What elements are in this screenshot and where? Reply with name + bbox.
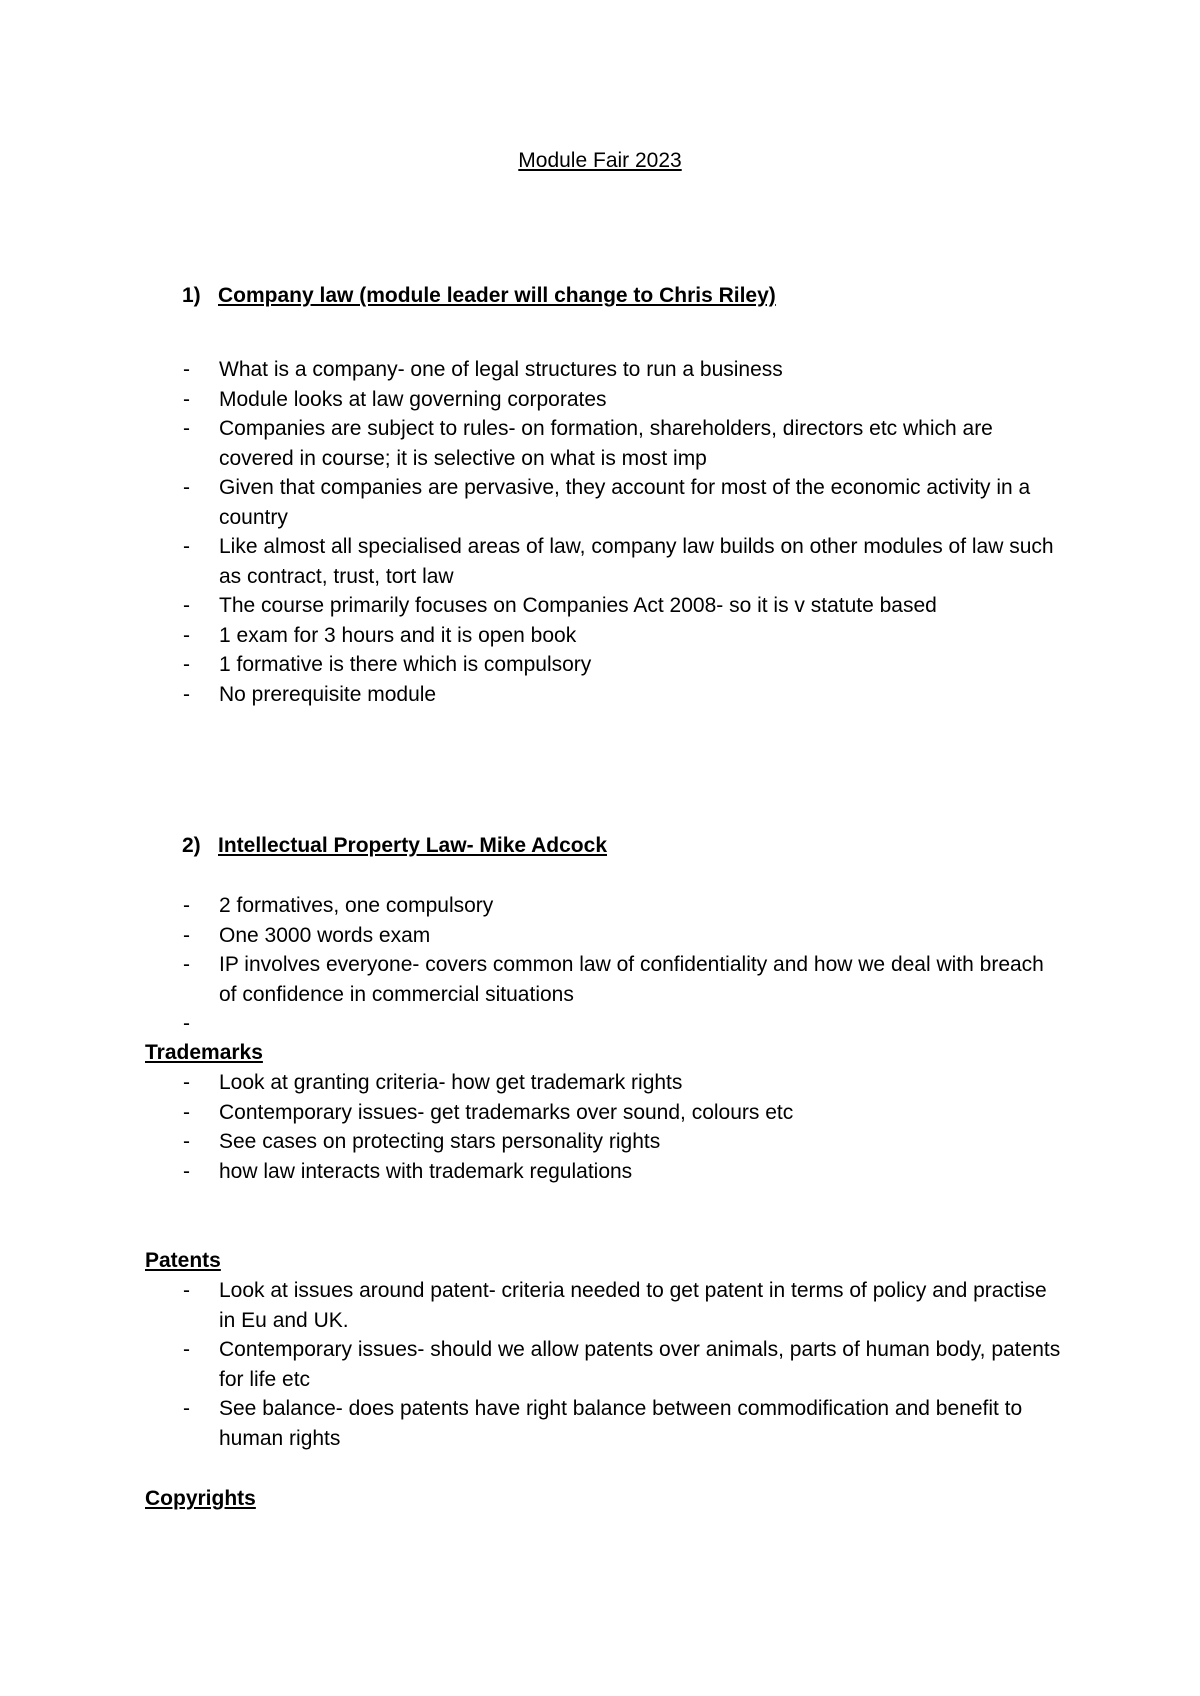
list-item: - Look at granting criteria- how get trademark rights (183, 1071, 683, 1094)
list-item: - Companies are subject to rules- on formation, shareholders, directors etc which are covered in course; it is selective on what is most imp (183, 417, 993, 470)
section-number: 1) (182, 284, 201, 307)
list-item: - Given that companies are pervasive, they account for most of the economic activity in a country (183, 476, 1031, 529)
list-item: - What is a company- one of legal structures to run a business (183, 358, 783, 381)
list-item: - One 3000 words exam (183, 923, 431, 947)
list-item: - IP involves everyone- covers common law of confidentiality and how we deal with breach of confidence in commercial situations (183, 953, 1044, 1006)
list-item: - Module looks at law governing corporates (183, 387, 607, 411)
list-item: - Contemporary issues- should we allow patents over animals, parts of human body, patents for life etc (183, 1338, 1061, 1391)
list-item: - how law interacts with trademark regulations (183, 1159, 633, 1183)
list-item: - Contemporary issues- get trademarks over sound, colours etc (183, 1100, 794, 1124)
list-item: - 1 formative is there which is compulsory (183, 653, 592, 676)
section-heading-ip-law (182, 831, 607, 861)
patents-list (183, 1276, 1063, 1453)
trademarks-list (183, 1068, 1063, 1186)
list-item: - Look at issues around patent- criteria needed to get patent in terms of policy and practise in Eu and UK. (183, 1279, 1047, 1332)
section-heading-company-law (182, 281, 776, 311)
ip-law-list (183, 891, 1063, 1039)
list-item: - Like almost all specialised areas of law, company law builds on other modules of law such as contract, trust, tort law (183, 535, 1054, 588)
list-item: - (183, 1012, 190, 1035)
subheading-copyrights: Copyrights (145, 1487, 256, 1510)
section-number: 2) (182, 834, 201, 857)
company-law-list (183, 355, 1063, 709)
list-item: - 2 formatives, one compulsory (183, 894, 494, 917)
section-heading-text: Company law (module leader will change to Chris Riley) (218, 284, 776, 307)
list-item: - The course primarily focuses on Companies Act 2008- so it is v statute based (183, 594, 937, 617)
list-item: - See cases on protecting stars personality rights (183, 1130, 661, 1153)
list-item: - See balance- does patents have right balance between commodification and benefit to human rights (183, 1397, 1023, 1450)
subheading-trademarks: Trademarks (145, 1041, 263, 1064)
list-item: - No prerequisite module (183, 682, 437, 706)
document-title: Module Fair 2023 (518, 149, 682, 172)
section-heading-text: Intellectual Property Law- Mike Adcock (218, 834, 607, 857)
list-item: - 1 exam for 3 hours and it is open book (183, 623, 577, 647)
subheading-patents: Patents (145, 1249, 221, 1272)
